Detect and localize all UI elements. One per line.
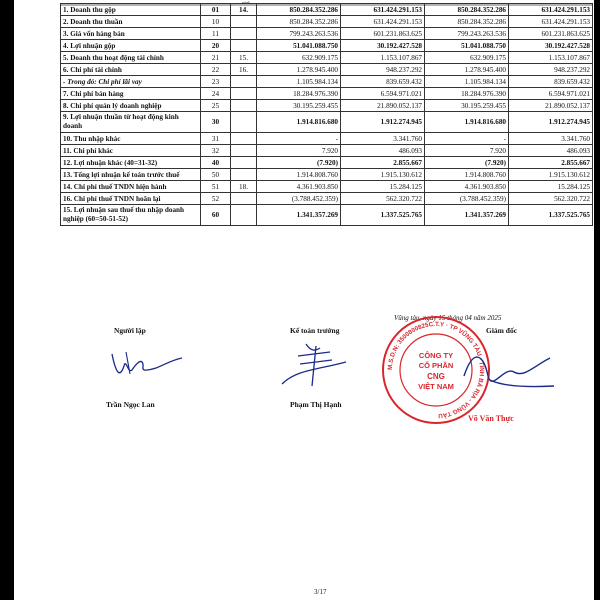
- value-cell: 1.278.945.400: [257, 64, 341, 76]
- row-label: 12. Lợi nhuận khác (40=31-32): [61, 157, 201, 169]
- row-note: 18.: [231, 181, 257, 193]
- row-code: 11: [201, 28, 231, 40]
- value-cell: 7.920: [257, 145, 341, 157]
- row-code: 01: [201, 4, 231, 16]
- value-cell: 631.424.291.153: [509, 4, 593, 16]
- row-code: 10: [201, 16, 231, 28]
- value-cell: 631.424.291.153: [341, 4, 425, 16]
- page-number: 3/17: [314, 588, 327, 596]
- table-row: [61, 181, 593, 193]
- row-note: [231, 193, 257, 205]
- value-cell: 839.659.432: [341, 76, 425, 88]
- row-label: - Trong đó: Chi phí lãi vay: [61, 76, 201, 88]
- row-note: [231, 88, 257, 100]
- row-note: [231, 157, 257, 169]
- row-label: 3. Giá vốn hàng bán: [61, 28, 201, 40]
- value-cell: (3.788.452.359): [425, 193, 509, 205]
- row-label: 2. Doanh thu thuần: [61, 16, 201, 28]
- value-cell: 1.278.945.400: [425, 64, 509, 76]
- row-label: 5. Doanh thu hoạt động tài chính: [61, 52, 201, 64]
- value-cell: 1.337.525.765: [341, 205, 425, 226]
- value-cell: 1.912.274.945: [509, 112, 593, 133]
- accountant-name: Phạm Thị Hạnh: [290, 400, 342, 409]
- value-cell: 1.341.357.269: [425, 205, 509, 226]
- row-code: 25: [201, 100, 231, 112]
- value-cell: 1.914.808.760: [425, 169, 509, 181]
- value-cell: 3.341.760: [509, 133, 593, 145]
- row-code: 60: [201, 205, 231, 226]
- value-cell: 1.153.107.867: [341, 52, 425, 64]
- table-row: [61, 205, 593, 226]
- row-label: 8. Chi phí quản lý doanh nghiệp: [61, 100, 201, 112]
- svg-text:M.S.D.N: 3500800825C.T.Y · TP: M.S.D.N: 3500800825C.T.Y · TP VŨNG TÀU - TỈNH BÀ RỊA - VŨNG TÀU: [386, 320, 486, 419]
- row-code: 21: [201, 52, 231, 64]
- row-note: [231, 16, 257, 28]
- row-code: 50: [201, 169, 231, 181]
- value-cell: 6.594.971.021: [509, 88, 593, 100]
- value-cell: 948.237.292: [341, 64, 425, 76]
- svg-text:CNG: CNG: [427, 372, 445, 381]
- table-row: [61, 193, 593, 205]
- value-cell: 799.243.263.536: [425, 28, 509, 40]
- value-cell: 30.192.427.528: [341, 40, 425, 52]
- income-statement-table: [60, 3, 593, 226]
- row-note: [231, 76, 257, 88]
- value-cell: 2.855.667: [509, 157, 593, 169]
- table-row: [61, 76, 593, 88]
- value-cell: 7.920: [425, 145, 509, 157]
- svg-text:CỔ PHẦN: CỔ PHẦN: [418, 361, 454, 370]
- row-label: 1. Doanh thu gộp: [61, 4, 201, 16]
- value-cell: 562.320.722: [341, 193, 425, 205]
- value-cell: 850.284.352.286: [257, 16, 341, 28]
- row-note: [231, 40, 257, 52]
- table-row: [61, 112, 593, 133]
- value-cell: 850.284.352.286: [425, 4, 509, 16]
- table-row: [61, 157, 593, 169]
- value-cell: 601.231.863.625: [509, 28, 593, 40]
- accountant-title: Kế toán trưởng: [290, 326, 340, 335]
- value-cell: 6.594.971.021: [341, 88, 425, 100]
- table-row: [61, 28, 593, 40]
- row-note: [231, 205, 257, 226]
- value-cell: 1.105.984.134: [257, 76, 341, 88]
- value-cell: 601.231.863.625: [341, 28, 425, 40]
- value-cell: 562.320.722: [509, 193, 593, 205]
- table-row: [61, 100, 593, 112]
- value-cell: 1.914.816.680: [257, 112, 341, 133]
- row-label: 6. Chi phí tài chính: [61, 64, 201, 76]
- value-cell: 51.041.088.750: [425, 40, 509, 52]
- preparer-signature: [106, 344, 186, 384]
- value-cell: 21.890.052.137: [509, 100, 593, 112]
- value-cell: 3.341.760: [341, 133, 425, 145]
- value-cell: 18.284.976.390: [425, 88, 509, 100]
- table-row: [61, 52, 593, 64]
- row-label: 7. Chi phí bán hàng: [61, 88, 201, 100]
- row-note: [231, 28, 257, 40]
- row-note: [231, 133, 257, 145]
- svg-text:minh: minh: [242, 0, 251, 5]
- row-note: [231, 100, 257, 112]
- table-row: [61, 16, 593, 28]
- director-signature: [454, 336, 564, 406]
- row-note: [231, 112, 257, 133]
- row-code: 52: [201, 193, 231, 205]
- value-cell: 631.424.291.153: [341, 16, 425, 28]
- table-row: [61, 133, 593, 145]
- row-note: [231, 145, 257, 157]
- row-note: [231, 169, 257, 181]
- value-cell: 1.914.816.680: [425, 112, 509, 133]
- value-cell: 21.890.052.137: [341, 100, 425, 112]
- value-cell: (7.920): [425, 157, 509, 169]
- row-label: 11. Chi phí khác: [61, 145, 201, 157]
- value-cell: 1.912.274.945: [341, 112, 425, 133]
- value-cell: 1.915.130.612: [341, 169, 425, 181]
- director-title: Giám đốc: [486, 326, 518, 335]
- row-code: 32: [201, 145, 231, 157]
- row-code: 20: [201, 40, 231, 52]
- row-label: 14. Chi phí thuế TNDN hiện hành: [61, 181, 201, 193]
- row-code: 22: [201, 64, 231, 76]
- row-label: 15. Lợi nhuận sau thuế thu nhập doanh nghiệp (60=50-51-52): [61, 205, 201, 226]
- value-cell: 1.915.130.612: [509, 169, 593, 181]
- value-cell: 948.237.292: [509, 64, 593, 76]
- value-cell: 4.361.903.850: [425, 181, 509, 193]
- value-cell: 30.195.259.455: [425, 100, 509, 112]
- value-cell: 799.243.263.536: [257, 28, 341, 40]
- value-cell: 1.105.984.134: [425, 76, 509, 88]
- value-cell: 1.341.357.269: [257, 205, 341, 226]
- table-row: [61, 4, 593, 16]
- row-label: 13. Tổng lợi nhuận kế toán trước thuế: [61, 169, 201, 181]
- table-row: [61, 145, 593, 157]
- row-label: 4. Lợi nhuận gộp: [61, 40, 201, 52]
- value-cell: 631.424.291.153: [509, 16, 593, 28]
- value-cell: (7.920): [257, 157, 341, 169]
- row-label: 16. Chi phí thuế TNDN hoãn lại: [61, 193, 201, 205]
- table-row: [61, 64, 593, 76]
- preparer-name: Trần Ngọc Lan: [106, 400, 155, 409]
- value-cell: 15.284.125: [509, 181, 593, 193]
- value-cell: -: [425, 133, 509, 145]
- value-cell: 632.909.175: [257, 52, 341, 64]
- svg-text:VIỆT NAM: VIỆT NAM: [418, 382, 454, 391]
- row-code: 24: [201, 88, 231, 100]
- value-cell: 1.914.808.760: [257, 169, 341, 181]
- value-cell: -: [257, 133, 341, 145]
- document-page: [14, 0, 594, 600]
- preparer-title: Người lập: [114, 326, 146, 335]
- value-cell: 850.284.352.286: [257, 4, 341, 16]
- row-code: 31: [201, 133, 231, 145]
- row-code: 23: [201, 76, 231, 88]
- row-code: 30: [201, 112, 231, 133]
- value-cell: 51.041.088.750: [257, 40, 341, 52]
- value-cell: 1.337.525.765: [509, 205, 593, 226]
- table-row: [61, 88, 593, 100]
- row-label: 9. Lợi nhuận thuần từ hoạt động kinh doanh: [61, 112, 201, 133]
- row-code: 40: [201, 157, 231, 169]
- row-label: 10. Thu nhập khác: [61, 133, 201, 145]
- row-code: 51: [201, 181, 231, 193]
- table-row: [61, 40, 593, 52]
- table-row: [61, 169, 593, 181]
- date-line: Vũng tàu, ngày 15 tháng 04 năm 2025: [394, 314, 502, 322]
- value-cell: 1.153.107.867: [509, 52, 593, 64]
- value-cell: 486.093: [509, 145, 593, 157]
- value-cell: (3.788.452.359): [257, 193, 341, 205]
- value-cell: 4.361.903.850: [257, 181, 341, 193]
- value-cell: 30.192.427.528: [509, 40, 593, 52]
- director-name: Võ Văn Thực: [468, 414, 514, 423]
- value-cell: 18.284.976.390: [257, 88, 341, 100]
- row-note: 15.: [231, 52, 257, 64]
- value-cell: 850.284.352.286: [425, 16, 509, 28]
- value-cell: 839.659.432: [509, 76, 593, 88]
- svg-text:CÔNG TY: CÔNG TY: [418, 351, 454, 360]
- value-cell: 15.284.125: [341, 181, 425, 193]
- accountant-signature: [276, 340, 356, 390]
- value-cell: 486.093: [341, 145, 425, 157]
- value-cell: 632.909.175: [425, 52, 509, 64]
- value-cell: 30.195.259.455: [257, 100, 341, 112]
- row-note: 16.: [231, 64, 257, 76]
- row-note: 14.: [231, 4, 257, 16]
- value-cell: 2.855.667: [341, 157, 425, 169]
